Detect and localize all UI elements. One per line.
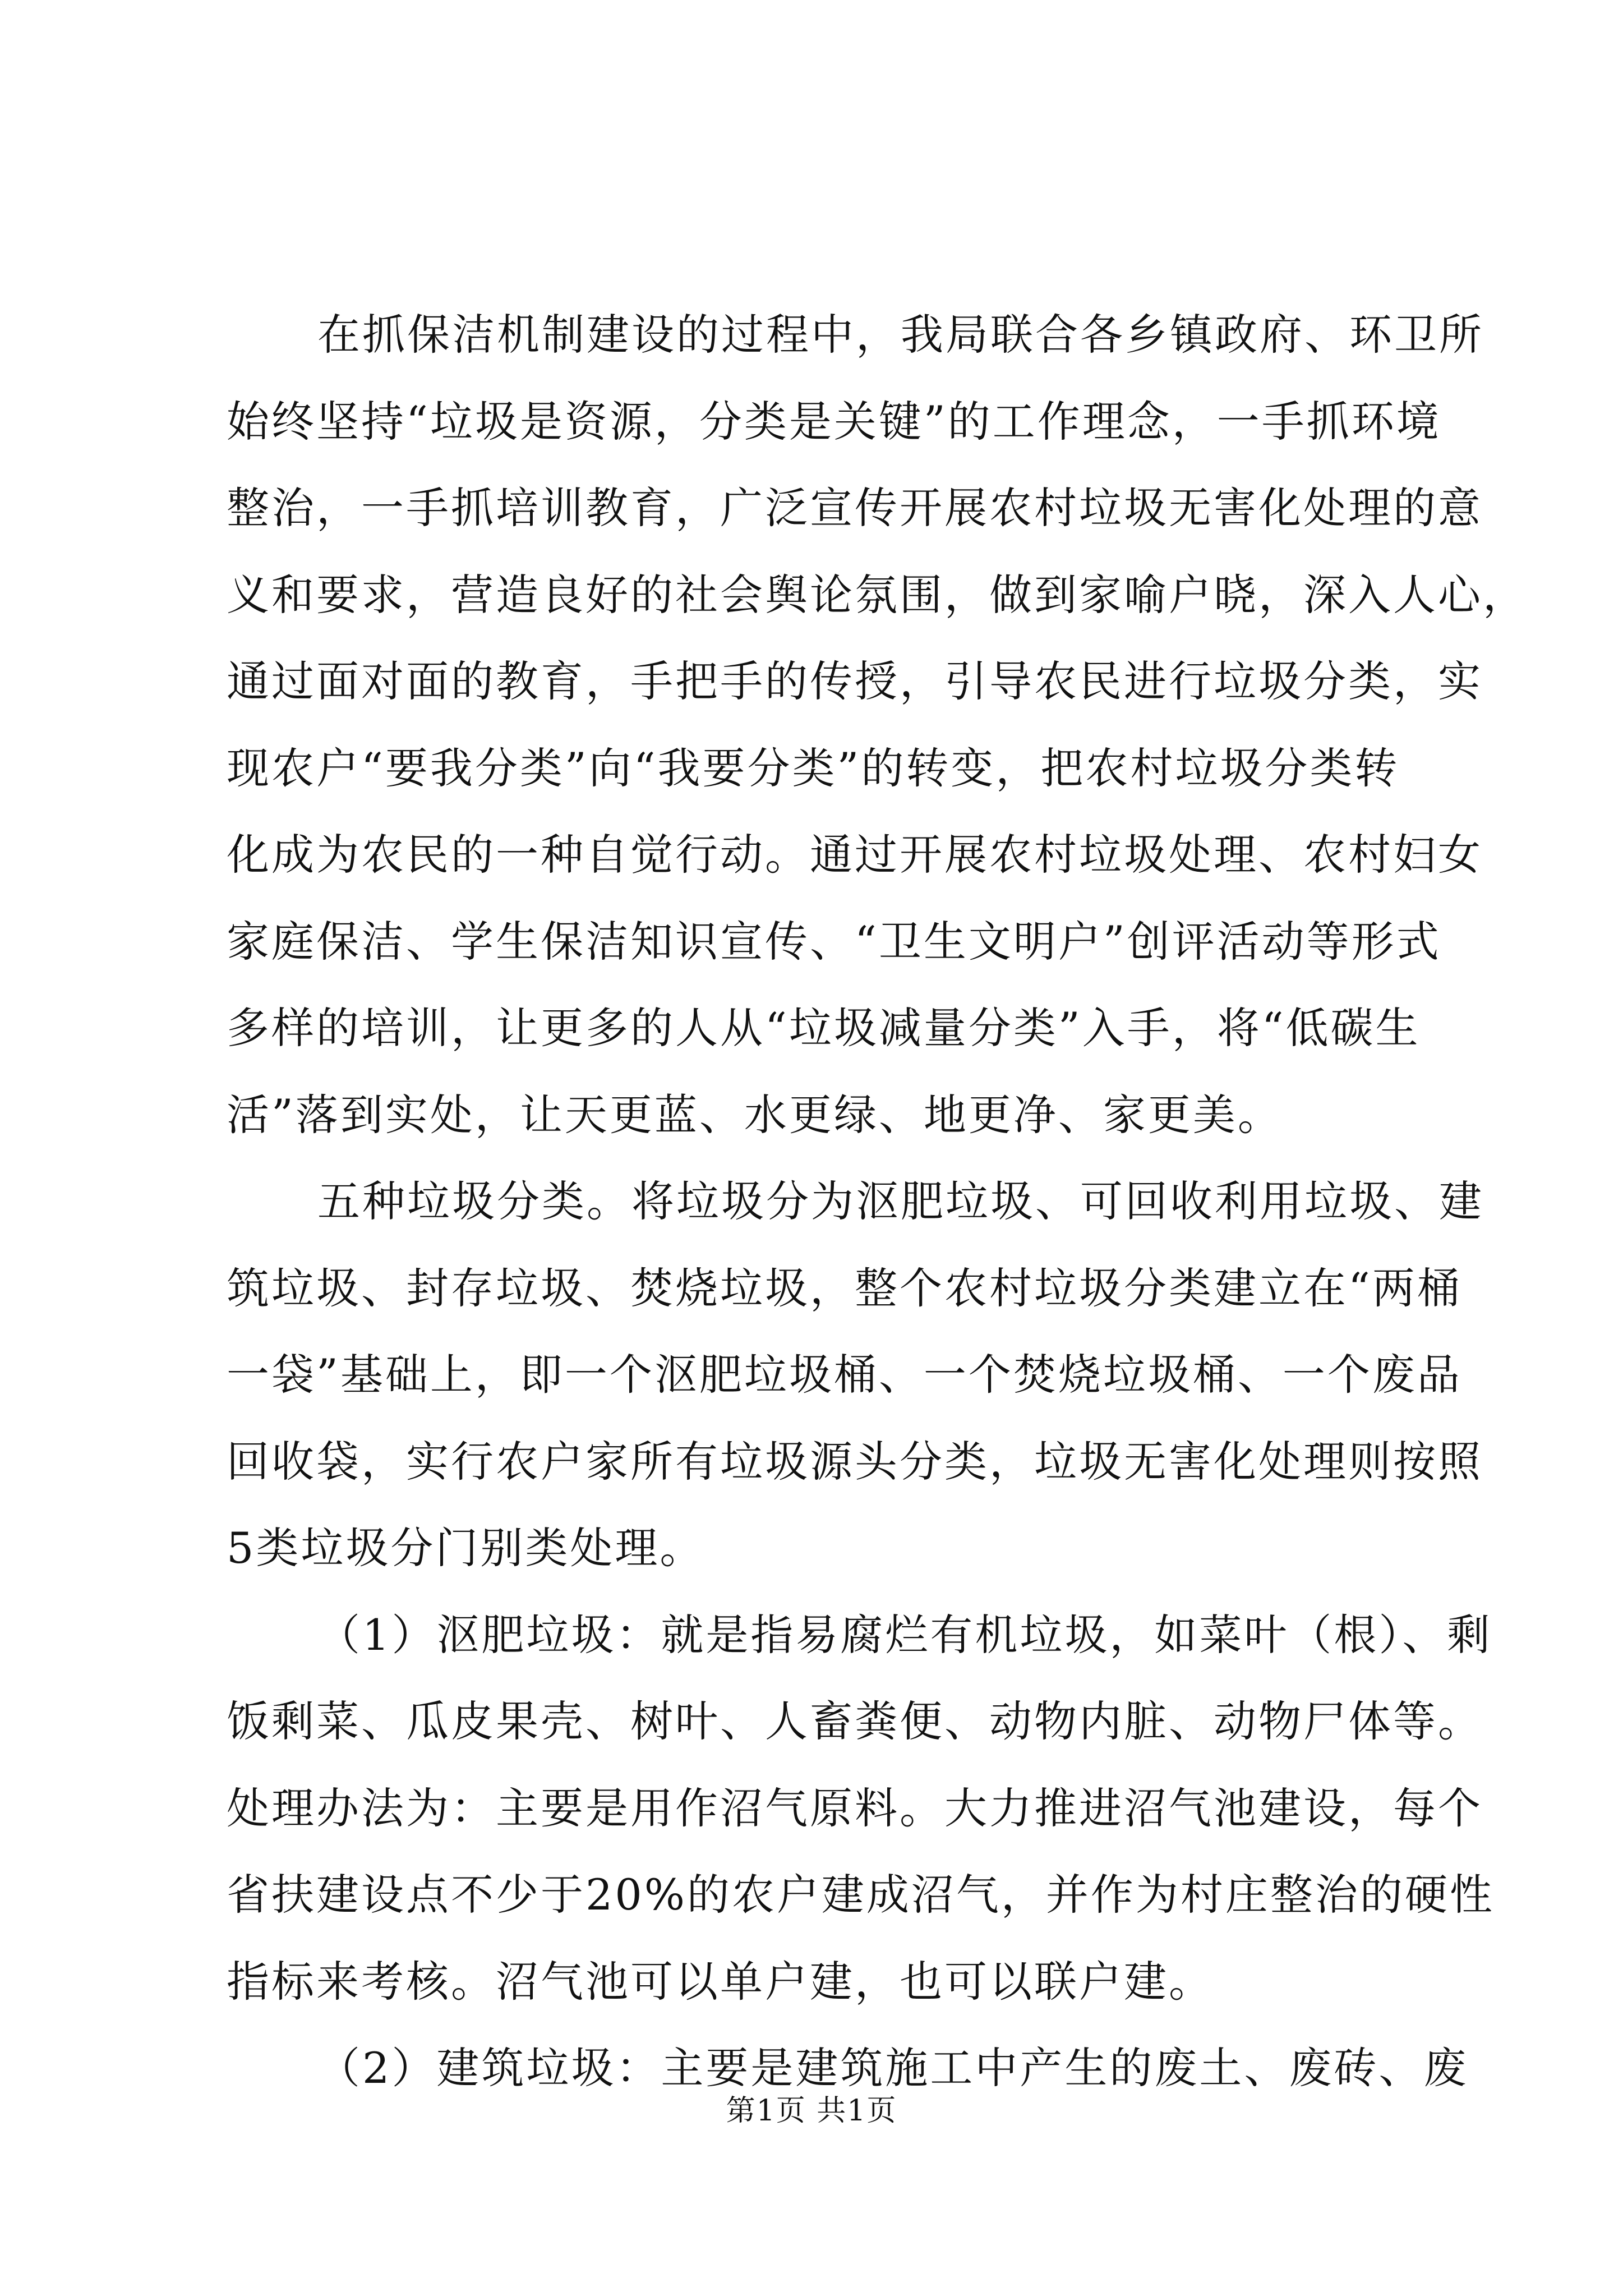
- text-line: 义和要求，营造良好的社会舆论氛围，做到家喻户晓，深入人心，: [227, 569, 1528, 620]
- text-line: 回收袋，实行农户家所有垃圾源头分类，垃圾无害化处理则按照: [227, 1436, 1483, 1487]
- paragraph-3: [227, 1592, 1495, 2026]
- text-line: 家庭保洁、学生保洁知识宣传、“卫生文明户”创评活动等形式: [227, 916, 1441, 967]
- text-line: 整治，一手抓培训教育，广泛宣传开展农村垃圾无害化处理的意: [227, 483, 1483, 533]
- text-line: 化成为农民的一种自觉行动。通过开展农村垃圾处理、农村妇女: [227, 830, 1483, 880]
- document-body: [227, 292, 1528, 2112]
- paragraph-1: [227, 292, 1528, 1158]
- text-line: 活”落到实处，让天更蓝、水更绿、地更净、家更美。: [227, 1089, 1283, 1140]
- page-number-label: 第1页 共1页: [726, 2094, 897, 2128]
- text-line: （2）建筑垃圾：主要是建筑施工中产生的废土、废砖、废: [317, 2043, 1469, 2093]
- text-line: 筑垃圾、封存垃圾、焚烧垃圾，整个农村垃圾分类建立在“两桶: [227, 1263, 1462, 1313]
- text-line: 现农户“要我分类”向“我要分类”的转变，把农村垃圾分类转: [227, 743, 1400, 793]
- text-line: 饭剩菜、瓜皮果壳、树叶、人畜粪便、动物内脏、动物尸体等。: [227, 1696, 1483, 1746]
- text-line: 指标来考核。沼气池可以单户建，也可以联户建。: [227, 1956, 1214, 2007]
- paragraph-2: [227, 1158, 1484, 1592]
- text-line: 通过面对面的教育，手把手的传授，引导农民进行垃圾分类，实: [227, 656, 1483, 706]
- text-line: 一袋”基础上，即一个沤肥垃圾桶、一个焚烧垃圾桶、一个废品: [227, 1350, 1462, 1400]
- text-line: 5类垃圾分门别类处理。: [227, 1523, 705, 1573]
- text-line: 始终坚持“垃圾是资源，分类是关键”的工作理念，一手抓环境: [227, 396, 1441, 447]
- text-line: 五种垃圾分类。将垃圾分为沤肥垃圾、可回收利用垃圾、建: [317, 1176, 1484, 1226]
- text-line: 处理办法为：主要是用作沼气原料。大力推进沼气池建设，每个: [227, 1783, 1483, 1833]
- text-line: 多样的培训，让更多的人从“垃圾减量分类”入手，将“低碳生: [227, 1003, 1421, 1053]
- text-line: 在抓保洁机制建设的过程中，我局联合各乡镇政府、环卫所: [317, 310, 1484, 360]
- page-footer: [0, 2087, 1623, 2129]
- text-line: （1）沤肥垃圾：就是指易腐烂有机垃圾，如菜叶（根）、剩: [317, 1609, 1492, 1660]
- text-line: 省扶建设点不少于20%的农户建成沼气，并作为村庄整治的硬性: [227, 1870, 1495, 1920]
